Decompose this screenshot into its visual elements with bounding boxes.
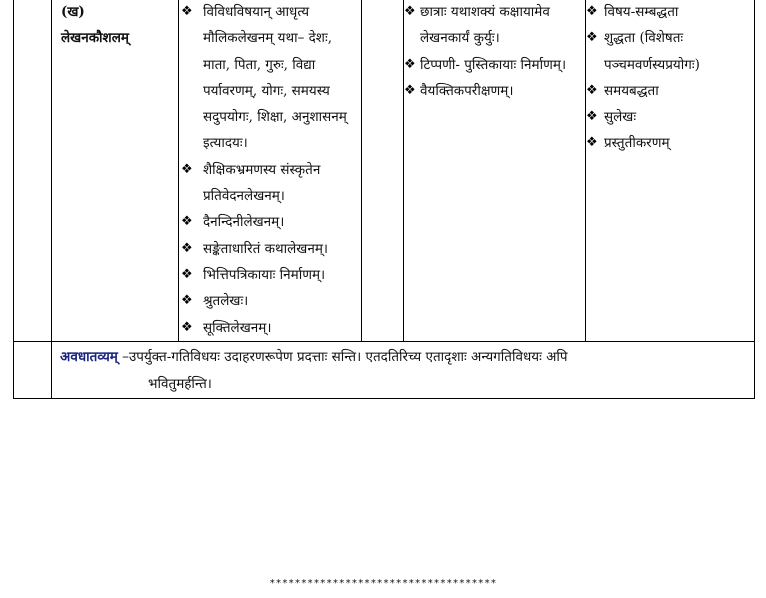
activity-text: भित्तिपत्रिकायाः निर्माणम्। <box>203 266 326 283</box>
activity-item <box>179 209 361 235</box>
note-cell <box>52 341 755 398</box>
criterion-item <box>586 78 754 104</box>
activity-text: विविधविषयान् आधृत्य मौलिकलेखनम् यथा– देशः, माता, पिता, गुरुः, विद्या पर्यावरणम्, योगः, समयस्य सदुपयोगः, शिक्षा, अनुशासनम् इत्यादयः। <box>203 4 347 152</box>
criterion-text: सुलेखः <box>604 109 637 126</box>
activities-list <box>179 0 361 341</box>
method-text: छात्राः यथाशक्यं कक्षायामेव लेखनकार्यं कुर्युः। <box>420 4 550 47</box>
methods-list <box>404 0 585 104</box>
criterion-text: प्रस्तुतीकरणम् <box>604 135 670 152</box>
diamond-bullet-icon: ❖ <box>181 4 193 19</box>
note-text-continued: भवितुमर्हन्ति। <box>148 375 212 392</box>
diamond-bullet-icon: ❖ <box>404 82 416 98</box>
empty-index-cell <box>14 0 52 341</box>
criterion-item <box>586 130 754 156</box>
method-item <box>404 0 585 52</box>
skill-cell <box>52 0 179 341</box>
diamond-bullet-icon: ❖ <box>181 240 193 256</box>
empty-cell <box>362 0 404 341</box>
criterion-item <box>586 0 754 25</box>
diamond-bullet-icon: ❖ <box>586 109 598 125</box>
diamond-bullet-icon: ❖ <box>181 293 193 309</box>
activity-text: दैनन्दिनीलेखनम्। <box>203 214 285 231</box>
activity-text: सूक्तिलेखनम्। <box>203 319 272 336</box>
criterion-item <box>586 104 754 130</box>
table-row-note <box>14 341 755 398</box>
table-row-writing-skill <box>14 0 755 341</box>
method-item <box>404 78 585 104</box>
method-item <box>404 52 585 78</box>
criteria-cell <box>586 0 755 341</box>
diamond-bullet-icon: ❖ <box>181 214 193 230</box>
activity-item <box>179 157 361 210</box>
note-text: –उपर्युक्त-गतिविधयः उदाहरणरूपेण प्रदत्ताः सन्ति। एतदतिरिच्य एतादृशाः अन्यगतिविधयः अपि <box>117 348 568 365</box>
method-text: वैयक्तिकपरीक्षणम्। <box>420 82 514 99</box>
activity-item <box>179 288 361 314</box>
activity-item <box>179 315 361 341</box>
skill-code: (ख) <box>61 4 85 20</box>
skills-table <box>13 0 755 399</box>
skill-name: लेखनकौशलम् <box>61 30 129 47</box>
activities-cell <box>179 0 362 341</box>
diamond-bullet-icon: ❖ <box>404 56 416 72</box>
criterion-text: शुद्धता (विशेषतः पञ्चमवर्णस्यप्रयोगः) <box>604 30 700 73</box>
activity-text: सङ्केताधारितं कथालेखनम्। <box>203 240 329 257</box>
criteria-list <box>586 0 754 157</box>
diamond-bullet-icon: ❖ <box>586 4 598 19</box>
criterion-text: विषय-सम्बद्धता <box>604 4 679 20</box>
method-text: टिप्पणी- पुस्तिकायाः निर्माणम्। <box>420 56 567 73</box>
activity-item <box>179 0 361 157</box>
section-separator: ************************************ <box>269 578 497 589</box>
methods-cell <box>404 0 586 341</box>
diamond-bullet-icon: ❖ <box>586 82 598 98</box>
diamond-bullet-icon: ❖ <box>181 266 193 282</box>
empty-index-cell <box>14 341 52 398</box>
diamond-bullet-icon: ❖ <box>586 30 598 46</box>
criterion-text: समयबद्धता <box>604 82 659 99</box>
criterion-item <box>586 25 754 78</box>
diamond-bullet-icon: ❖ <box>181 161 193 177</box>
activity-item <box>179 262 361 288</box>
activity-text: शैक्षिकभ्रमणस्य संस्कृतेन प्रतिवेदनलेखनम्। <box>203 161 321 205</box>
activity-text: श्रुतलेखः। <box>203 293 249 310</box>
diamond-bullet-icon: ❖ <box>404 4 416 19</box>
diamond-bullet-icon: ❖ <box>181 319 193 335</box>
diamond-bullet-icon: ❖ <box>586 135 598 151</box>
note-label: अवधातव्यम् <box>60 348 118 365</box>
activity-item <box>179 236 361 262</box>
